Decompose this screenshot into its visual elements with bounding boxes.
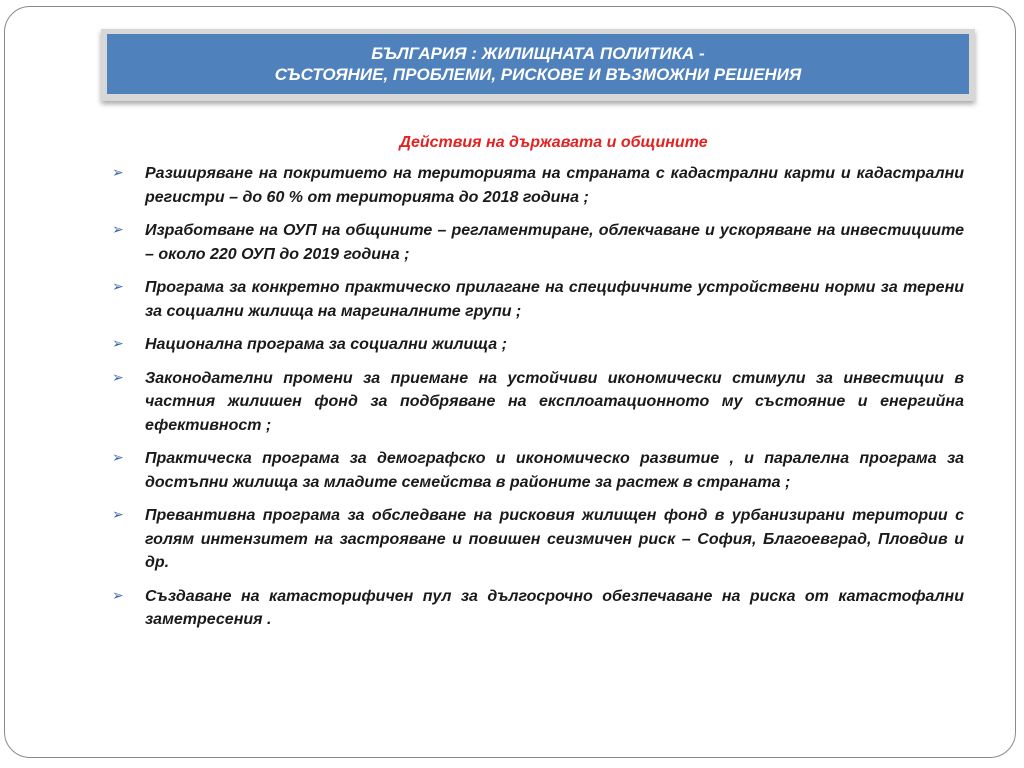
list-item: [108, 447, 964, 494]
list-item-text: Национална програма за социални жилища ;: [145, 336, 507, 353]
arrow-bullet-icon: ➢: [112, 587, 124, 604]
arrow-bullet-icon: ➢: [112, 450, 124, 466]
list-item: [108, 367, 964, 438]
title-banner: [107, 34, 969, 94]
list-item: [108, 585, 964, 632]
arrow-bullet-icon: ➢: [112, 279, 124, 295]
section-subtitle: Действия на държавата и общините: [399, 134, 708, 151]
list-item-text: Изработване на ОУП на общините – регламентиране, облекчаване и ускоряване на инвестициите – около 220 ОУП до 2019 година ;: [145, 222, 964, 263]
arrow-bullet-icon: ➢: [112, 369, 124, 386]
arrow-bullet-icon: ➢: [112, 336, 124, 352]
list-item: [108, 333, 964, 357]
list-item-text: Създаване на катасторифичен пул за дългосрочно обезпечаване на риска от катастофални заметресения .: [145, 587, 964, 628]
list-item: [108, 219, 964, 266]
arrow-bullet-icon: ➢: [112, 222, 124, 238]
title-line-1: БЪЛГАРИЯ : ЖИЛИЩНАТА ПОЛИТИКА -: [371, 44, 705, 63]
title-line-2: СЪСТОЯНИЕ, ПРОБЛЕМИ, РИСКОВЕ И ВЪЗМОЖНИ РЕШЕНИЯ: [274, 65, 802, 84]
bullet-list: [108, 162, 964, 642]
list-item-text: Програма за конкретно практическо прилагане на специфичните устройствени норми за терени за социални жилища на маргиналните групи ;: [145, 279, 964, 320]
list-item-text: Превантивна програма за обследване на рисковия жилищен фонд в урбанизирани територии с голям интензитет на застрояване и повишен сеизмичен риск – София, Благоевград, Пловдив и др.: [145, 507, 964, 571]
list-item-text: Практическа програма за демографско и икономическо развитие , и паралелна програма за достъпни жилища за младите семейства в районите за растеж в страната ;: [145, 450, 964, 491]
list-item: [108, 504, 964, 575]
list-item-text: Законодателни промени за приемане на устойчиви икономически стимули за инвестиции в частния жилишен фонд за подбряване на експлоатационното му състояние и енергийна ефективност ;: [145, 369, 964, 434]
list-item: [108, 276, 964, 323]
list-item: [108, 162, 964, 209]
arrow-bullet-icon: ➢: [112, 507, 124, 523]
list-item-text: Разширяване на покритието на територията на страната с кадастрални карти и кадастрални регистри – до 60 % от територията до 2018 година ;: [145, 165, 964, 206]
arrow-bullet-icon: ➢: [112, 165, 124, 181]
